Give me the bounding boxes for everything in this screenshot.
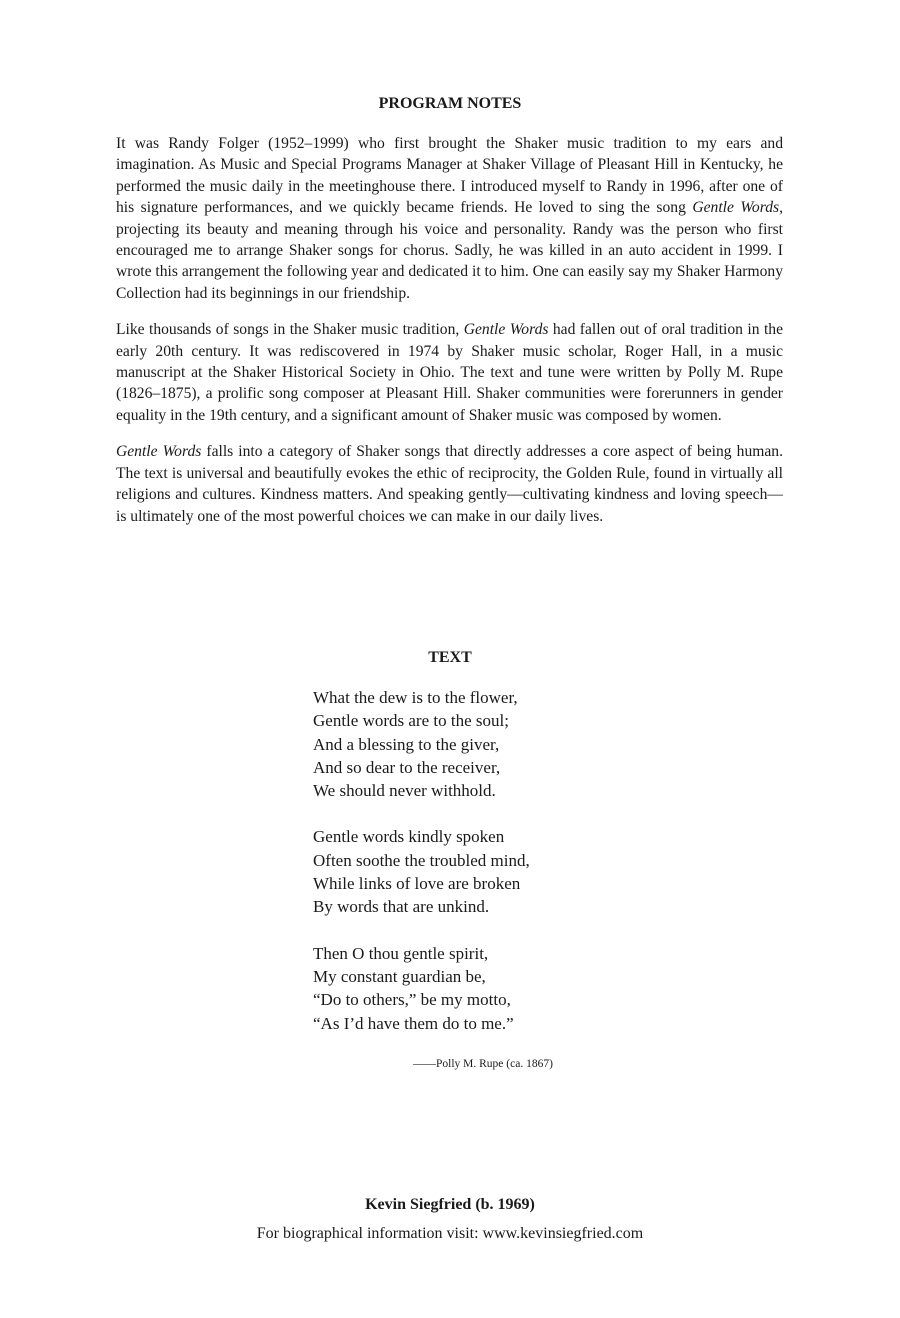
song-title-italic: Gentle Words	[692, 199, 780, 217]
notes-paragraph	[116, 441, 783, 527]
poem-line: “As I’d have them do to me.”	[313, 1013, 514, 1033]
poem-text	[313, 686, 633, 1035]
poem-line: By words that are unkind.	[313, 897, 490, 917]
poem-line: Gentle words are to the soul;	[313, 711, 509, 731]
song-title-italic: Gentle Words	[463, 321, 549, 339]
notes-text: had fallen out of oral tradition in the early 20th century. It was rediscovered in 1974 by Shaker music scholar, Roger Hall, in a music manuscript at the Shaker Historical Society in Ohio. The text and tune were written by Polly M. Rupe (1826–1875), a prolific song composer at Pleasant Hill. Shaker communities were forerunners in gender equality in the 19th century, and a significant amount of Shaker music was composed by women.	[116, 321, 783, 424]
poem-line: Often soothe the troubled mind,	[313, 850, 530, 870]
poem-line: Then O thou gentle spirit,	[313, 943, 489, 963]
notes-paragraph	[116, 133, 783, 304]
poem-stanza	[313, 825, 633, 918]
poem-line: And a blessing to the giver,	[313, 734, 500, 754]
poem-attribution: ——Polly M. Rupe (ca. 1867)	[413, 1058, 553, 1070]
composer-name: Kevin Siegfried (b. 1969)	[365, 1196, 535, 1213]
text-heading: TEXT	[428, 649, 472, 666]
program-notes-body	[116, 133, 783, 527]
program-notes-heading: PROGRAM NOTES	[378, 95, 522, 112]
poem-line: We should never withhold.	[313, 781, 496, 801]
notes-text: Like thousands of songs in the Shaker music tradition,	[116, 321, 464, 339]
poem-line: While links of love are broken	[313, 874, 521, 894]
poem-line: Gentle words kindly spoken	[313, 827, 505, 847]
notes-paragraph	[116, 319, 783, 426]
poem-line: “Do to others,” be my motto,	[313, 990, 511, 1010]
notes-text: falls into a category of Shaker songs that directly addresses a core aspect of being human. The text is universal and beautifully evokes the ethic of reciprocity, the Golden Rule, found in virtually all religions and cultures. Kindness matters. And speaking gently—cultivating kindness and loving speech—is ultimately one of the most powerful choices we can make in our daily lives.	[116, 443, 783, 525]
poem-line: What the dew is to the flower,	[313, 688, 518, 707]
poem-line: My constant guardian be,	[313, 966, 486, 986]
biographical-info: For biographical information visit: www.kevinsiegfried.com	[256, 1225, 644, 1242]
notes-text: It was Randy Folger (1952–1999) who first brought the Shaker music tradition to my ears and imagination. As Music and Special Programs Manager at Shaker Village of Pleasant Hill in Kentucky, he performed the music daily in the meetinghouse there. I introduced myself to Randy in 1996, after one of his signature performances, and we quickly became friends. He loved to sing the song	[116, 135, 783, 217]
poem-line: And so dear to the receiver,	[313, 757, 501, 777]
poem-stanza	[313, 686, 633, 802]
song-title-italic: Gentle Words	[116, 443, 202, 461]
poem-stanza	[313, 942, 633, 1035]
notes-text: , projecting its beauty and meaning through his voice and personality. Randy was the person who first encouraged me to arrange Shaker songs for chorus. Sadly, he was killed in an auto accident in 1999. I wrote this arrangement the following year and dedicated it to him. One can easily say my Shaker Harmony Collection had its beginnings in our friendship.	[116, 199, 783, 302]
